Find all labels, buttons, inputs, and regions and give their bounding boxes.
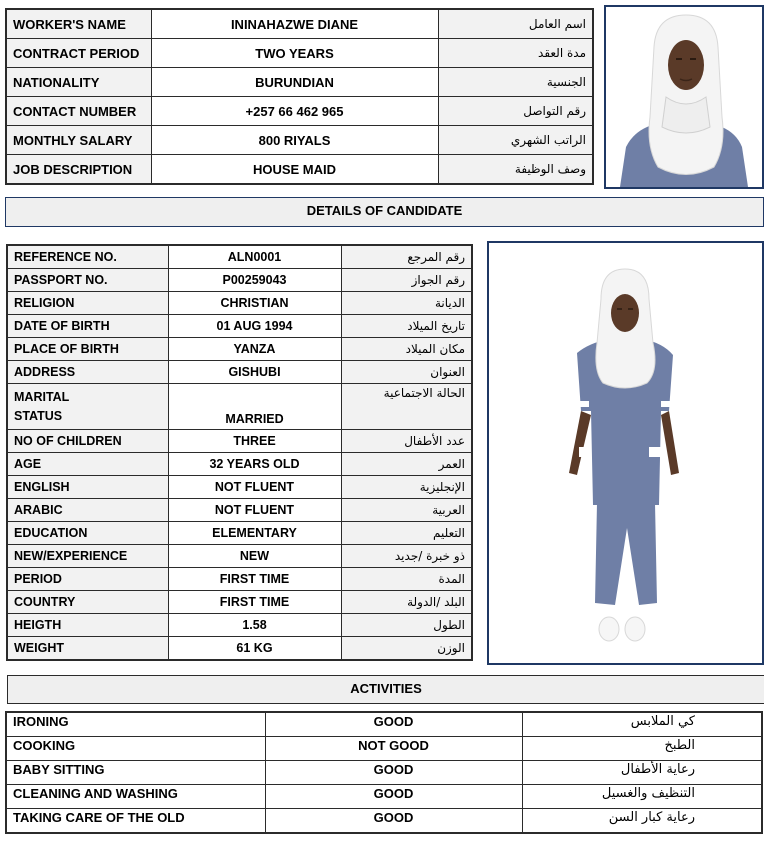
field-label-arabic: الطول [341,614,472,637]
field-value: FIRST TIME [168,568,341,591]
field-label: DATE OF BIRTH [7,315,168,338]
table-row [6,126,593,155]
activity-label: CLEANING AND WASHING [6,785,265,809]
full-body-photo [487,241,764,665]
field-label: RELIGION [7,292,168,315]
field-value: 32 YEARS OLD [168,453,341,476]
field-label-arabic: عدد الأطفال [341,430,472,453]
field-label-arabic: مكان الميلاد [341,338,472,361]
activity-label-arabic: كي الملابس [522,712,762,737]
field-label-arabic: اسم العامل [438,9,593,39]
field-label: HEIGTH [7,614,168,637]
table-row [6,809,762,834]
activity-label-arabic: رعاية كبار السن [522,809,762,834]
table-row [7,522,472,545]
field-value: FIRST TIME [168,591,341,614]
field-label: PERIOD [7,568,168,591]
table-row [7,292,472,315]
field-label-arabic: البلد /الدولة [341,591,472,614]
full-body-illustration [489,243,762,663]
table-row [6,68,593,97]
field-label: PLACE OF BIRTH [7,338,168,361]
field-label: NEW/EXPERIENCE [7,545,168,568]
details-of-candidate-banner: DETAILS OF CANDIDATE [5,197,764,227]
field-value: P00259043 [168,269,341,292]
field-label-arabic: مدة العقد [438,39,593,68]
table-row [6,712,762,737]
activities-banner: ACTIVITIES [7,675,764,704]
table-row [7,614,472,637]
table-row [6,761,762,785]
field-label: MONTHLY SALARY [6,126,151,155]
field-value: ELEMENTARY [168,522,341,545]
field-label: PASSPORT NO. [7,269,168,292]
field-label-arabic: وصف الوظيفة [438,155,593,185]
field-label [7,384,168,430]
field-label: CONTRACT PERIOD [6,39,151,68]
table-row [7,430,472,453]
activity-rating: NOT GOOD [265,737,522,761]
candidate-details-table [6,244,473,661]
field-value: NEW [168,545,341,568]
activity-rating: GOOD [265,785,522,809]
field-label: REFERENCE NO. [7,245,168,269]
field-label-arabic: العنوان [341,361,472,384]
field-label-line: MARITAL [14,389,70,404]
field-label-arabic: رقم التواصل [438,97,593,126]
field-label: NO OF CHILDREN [7,430,168,453]
field-label-arabic: الديانة [341,292,472,315]
field-label: AGE [7,453,168,476]
field-label: CONTACT NUMBER [6,97,151,126]
field-label: WORKER'S NAME [6,9,151,39]
field-value: MARRIED [168,384,341,430]
field-label-arabic: العربية [341,499,472,522]
activities-table [5,711,763,834]
table-row [6,9,593,39]
table-row [7,591,472,614]
table-row [7,269,472,292]
field-label-arabic: تاريخ الميلاد [341,315,472,338]
table-row [7,568,472,591]
table-row [7,453,472,476]
field-label-arabic: العمر [341,453,472,476]
field-label: ARABIC [7,499,168,522]
activity-label-arabic: رعاية الأطفال [522,761,762,785]
table-row [7,476,472,499]
field-label-arabic: الحالة الاجتماعية [341,384,472,430]
field-label-arabic: رقم المرجع [341,245,472,269]
field-label-arabic: رقم الجواز [341,269,472,292]
field-label: JOB DESCRIPTION [6,155,151,185]
activity-label: TAKING CARE OF THE OLD [6,809,265,834]
field-value: +257 66 462 965 [151,97,438,126]
field-value: NOT FLUENT [168,499,341,522]
table-row [6,39,593,68]
activity-rating: GOOD [265,761,522,785]
field-label-line: STATUS [14,408,63,423]
field-value: BURUNDIAN [151,68,438,97]
table-row [7,545,472,568]
field-value: ININAHAZWE DIANE [151,9,438,39]
field-value: CHRISTIAN [168,292,341,315]
field-value: NOT FLUENT [168,476,341,499]
activity-label-arabic: الطبخ [522,737,762,761]
field-value: TWO YEARS [151,39,438,68]
field-value: THREE [168,430,341,453]
field-value: 1.58 [168,614,341,637]
field-label-arabic: الإنجليزية [341,476,472,499]
table-row [7,361,472,384]
field-value: 61 KG [168,637,341,661]
field-value: ALN0001 [168,245,341,269]
portrait-photo [604,5,764,189]
field-value: YANZA [168,338,341,361]
worker-info-table [5,8,594,185]
field-value: 800 RIYALS [151,126,438,155]
field-label-arabic: التعليم [341,522,472,545]
table-row [7,499,472,522]
table-row [7,637,472,661]
table-row [7,338,472,361]
table-row [7,384,472,430]
table-row [6,155,593,185]
field-label-arabic: ذو خبرة /جديد [341,545,472,568]
field-label-arabic: الجنسية [438,68,593,97]
table-row [7,245,472,269]
activity-rating: GOOD [265,809,522,834]
table-row [6,737,762,761]
field-label: WEIGHT [7,637,168,661]
field-label-arabic: المدة [341,568,472,591]
field-label: NATIONALITY [6,68,151,97]
field-value: 01 AUG 1994 [168,315,341,338]
field-label-arabic: الراتب الشهري [438,126,593,155]
table-row [7,315,472,338]
field-label: ENGLISH [7,476,168,499]
field-value: HOUSE MAID [151,155,438,185]
activity-label: BABY SITTING [6,761,265,785]
field-label: EDUCATION [7,522,168,545]
field-label: ADDRESS [7,361,168,384]
portrait-illustration [606,7,762,187]
field-label: COUNTRY [7,591,168,614]
activity-rating: GOOD [265,712,522,737]
activity-label: COOKING [6,737,265,761]
activity-label: IRONING [6,712,265,737]
table-row [6,97,593,126]
field-value: GISHUBI [168,361,341,384]
field-label-arabic: الوزن [341,637,472,661]
table-row [6,785,762,809]
activity-label-arabic: التنظيف والغسيل [522,785,762,809]
